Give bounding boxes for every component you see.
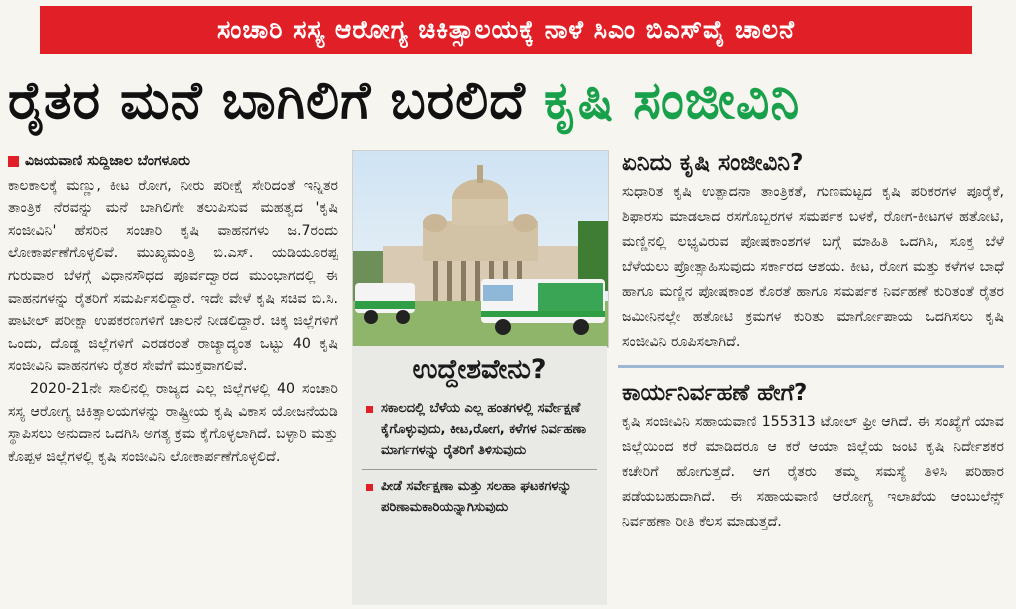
- byline-text: ವಿಜಯವಾಣಿ ಸುದ್ದಿಜಾಲ ಬೆಂಗಳೂರು: [25, 153, 190, 169]
- section-separator: [618, 365, 1004, 368]
- kicker-banner: [40, 6, 972, 54]
- kicker-text: ಸಂಚಾರಿ ಸಸ್ಯ ಆರೋಗ್ಯ ಚಿಕಿತ್ಸಾಲಯಕ್ಕೆ ನಾಳೆ ಸಿಎಂ ಬಿಎಸ್‌ವೈ ಚಾಲನೆ: [217, 15, 795, 44]
- bullet-icon: [366, 484, 373, 491]
- byline-marker-icon: [8, 156, 19, 167]
- sidebar-column: [618, 150, 1004, 605]
- objective-item: [352, 398, 607, 461]
- objectives-box: [352, 346, 607, 605]
- how-title: ಕಾರ್ಯನಿರ್ವಹಣೆ ಹೇಗೆ?: [622, 380, 808, 406]
- story-paragraph-2: 2020-21ನೇ ಸಾಲಿನಲ್ಲಿ ರಾಜ್ಯದ ಎಲ್ಲ ಜಿಲ್ಲೆಗಳಲ್ಲಿ 40 ಸಂಚಾರಿ ಸಸ್ಯ ಆರೋಗ್ಯ ಚಿಕಿತ್ಸಾಲಯಗಳನ್ನು ರಾಷ್ಟ್ರೀಯ ಕೃಷಿ ವಿಕಾಸ ಯೋಜನೆಯಡಿ ಸ್ಥಾಪಿಸಲು ಅನುದಾನ ಒದಗಿಸಿ ಅಗತ್ಯ ಕ್ರಮ ಕೈಗೊಳ್ಳಲಾಗಿದೆ. ಬಳ್ಳಾರಿ ಮತ್ತು ಕೊಪ್ಪಳ ಜಿಲ್ಲೆಗಳಲ್ಲಿ ಕೃಷಿ ಸಂಜೀವಿನಿ ಲೋಕಾರ್ಪಣೆಗೊಳ್ಳಲಿದೆ.: [8, 380, 338, 465]
- bullet-icon: [366, 406, 373, 413]
- vidhana-soudha-photo: [352, 150, 609, 348]
- objectives-title: ಉದ್ದೇಶವೇನು?: [412, 354, 547, 385]
- headline-highlight: ಕೃಷಿ ಸಂಜೀವಿನಿ: [543, 70, 801, 131]
- story-column: [8, 150, 338, 605]
- objective-text: ಪೀಡೆ ಸರ್ವೇಕ್ಷಣಾ ಮತ್ತು ಸಲಹಾ ಘಟಕಗಳನ್ನು ಪರಿಣಾಮಕಾರಿಯನ್ನಾಗಿಸುವುದು: [381, 479, 572, 515]
- byline: [8, 150, 338, 173]
- how-text: ಕೃಷಿ ಸಂಜೀವಿನಿ ಸಹಾಯವಾಣಿ 155313 ಟೋಲ್ ಫ್ರೀ ಆಗಿದೆ. ಈ ಸಂಖ್ಯೆಗೆ ಯಾವ ಜಿಲ್ಲೆಯಿಂದ ಕರೆ ಮಾಡಿದರೂ ಆ ಕರೆ ಆಯಾ ಜಿಲ್ಲೆಯ ಜಂಟಿ ಕೃಷಿ ನಿರ್ದೇಶಕರ ಕಚೇರಿಗೆ ಹೋಗುತ್ತದೆ. ಆಗ ರೈತರು ತಮ್ಮ ಸಮಸ್ಯೆ ತಿಳಿಸಿ ಪರಿಹಾರ ಪಡೆಯಬಹುದಾಗಿದೆ. ಈ ಸಹಾಯವಾಣಿ ಆರೋಗ್ಯ ಇಲಾಖೆಯ ಆಂಬುಲೆನ್ಸ್ ನಿರ್ವಹಣಾ ರೀತಿ ಕೆಲಸ ಮಾಡುತ್ತದೆ.: [622, 414, 1004, 530]
- objective-item: [352, 476, 607, 518]
- headline: [8, 62, 1008, 140]
- objective-text: ಸಕಾಲದಲ್ಲಿ ಬೆಳೆಯ ಎಲ್ಲ ಹಂತಗಳಲ್ಲಿ ಸರ್ವೇಕ್ಷಣೆ ಕೈಗೊಳ್ಳುವುದು, ಕೀಟ,ರೋಗ, ಕಳೆಗಳ ನಿರ್ವಹಣಾ ಮಾರ್ಗಗಳನ್ನು ರೈತರಿಗೆ ತಿಳಿಸುವುದು: [381, 401, 587, 458]
- photo-illustration: [353, 151, 608, 347]
- what-is-text: ಸುಧಾರಿತ ಕೃಷಿ ಉತ್ಪಾದನಾ ತಾಂತ್ರಿಕತೆ, ಗುಣಮಟ್ಟದ ಕೃಷಿ ಪರಿಕರಗಳ ಪೂರೈಕೆ, ಶಿಫಾರಸು ಮಾಡಲಾದ ರಸಗೊಬ್ಬರಗಳ ಸಮರ್ಪಕ ಬಳಕೆ, ರೋಗ-ಕೀಟಗಳ ಹತೋಟಿ, ಮಣ್ಣಿನಲ್ಲಿ ಲಭ್ಯವಿರುವ ಪೋಷಕಾಂಶಗಳ ಬಗ್ಗೆ ಮಾಹಿತಿ ಒದಗಿಸಿ, ಸೂಕ್ತ ಬೆಳೆ ಬೆಳೆಯಲು ಪ್ರೋತ್ಸಾಹಿಸುವುದು ಸರ್ಕಾರದ ಆಶಯ. ಕೀಟ, ರೋಗ ಮತ್ತು ಕಳೆಗಳ ಬಾಧೆ ಹಾಗೂ ಮಣ್ಣಿನ ಪೋಷಕಾಂಶ ಕೊರತೆ ಹಾಗೂ ಸಮರ್ಪಕ ನಿರ್ವಹಣೆ ಕುರಿತಂತೆ ರೈತರ ಜಮೀನಿನಲ್ಲೇ ಹತೋಟಿ ಕ್ರಮಗಳ ಕುರಿತು ಮಾರ್ಗೋಪಾಯ ಒದಗಿಸಲು ಕೃಷಿ ಸಂಜೀವಿನಿ ರೂಪಿಸಲಾಗಿದೆ.: [622, 184, 1004, 350]
- story-paragraph-1: ಕಾಲಕಾಲಕ್ಕೆ ಮಣ್ಣು, ಕೀಟ ರೋಗ, ನೀರು ಪರೀಕ್ಷೆ ಸೇರಿದಂತೆ ಇನ್ನಿತರ ತಾಂತ್ರಿಕ ನೆರವನ್ನು ಮನೆ ಬಾಗಿಲಿಗೇ ತಲುಪಿಸುವ ಮಹತ್ವದ 'ಕೃಷಿ ಸಂಜೀವಿನಿ' ಹೆಸರಿನ ಸಂಚಾರಿ ಕೃಷಿ ವಾಹನಗಳು ಜ.7ರಂದು ಲೋಕಾರ್ಪಣೆಗೊಳ್ಳಲಿವೆ. ಮುಖ್ಯಮಂತ್ರಿ ಬಿ.ಎಸ್. ಯಡಿಯೂರಪ್ಪ ಗುರುವಾರ ಬೆಳಗ್ಗೆ ವಿಧಾನಸೌಧದ ಪೂರ್ವದ್ವಾರದ ಮುಂಭಾಗದಲ್ಲಿ ಈ ವಾಹನಗಳನ್ನು ರೈತರಿಗೆ ಸಮರ್ಪಿಸಲಿದ್ದಾರೆ. ಇದೇ ವೇಳೆ ಕೃಷಿ ಸಚಿವ ಬಿ.ಸಿ. ಪಾಟೀಲ್ ಪರೀಕ್ಷಾ ಉಪಕರಣಗಳಿಗೆ ಚಾಲನೆ ನೀಡಲಿದ್ದಾರೆ. ಚಿಕ್ಕ ಜಿಲ್ಲೆಗಳಿಗೆ ಒಂದು, ದೊಡ್ಡ ಜಿಲ್ಲೆಗಳಿಗೆ ಎರಡರಂತೆ ರಾಜ್ಯಾದ್ಯಂತ ಒಟ್ಟು 40 ಕೃಷಿ ಸಂಜೀವಿನಿ ವಾಹನಗಳು ರೈತರ ಸೇವೆಗೆ ಮುಕ್ತವಾಗಲಿವೆ.: [8, 177, 338, 375]
- what-is-title: ಏನಿದು ಕೃಷಿ ಸಂಜೀವಿನಿ?: [622, 150, 804, 176]
- headline-main: ರೈತರ ಮನೆ ಬಾಗಿಲಿಗೆ ಬರಲಿದೆ: [8, 70, 526, 131]
- divider: [362, 469, 597, 470]
